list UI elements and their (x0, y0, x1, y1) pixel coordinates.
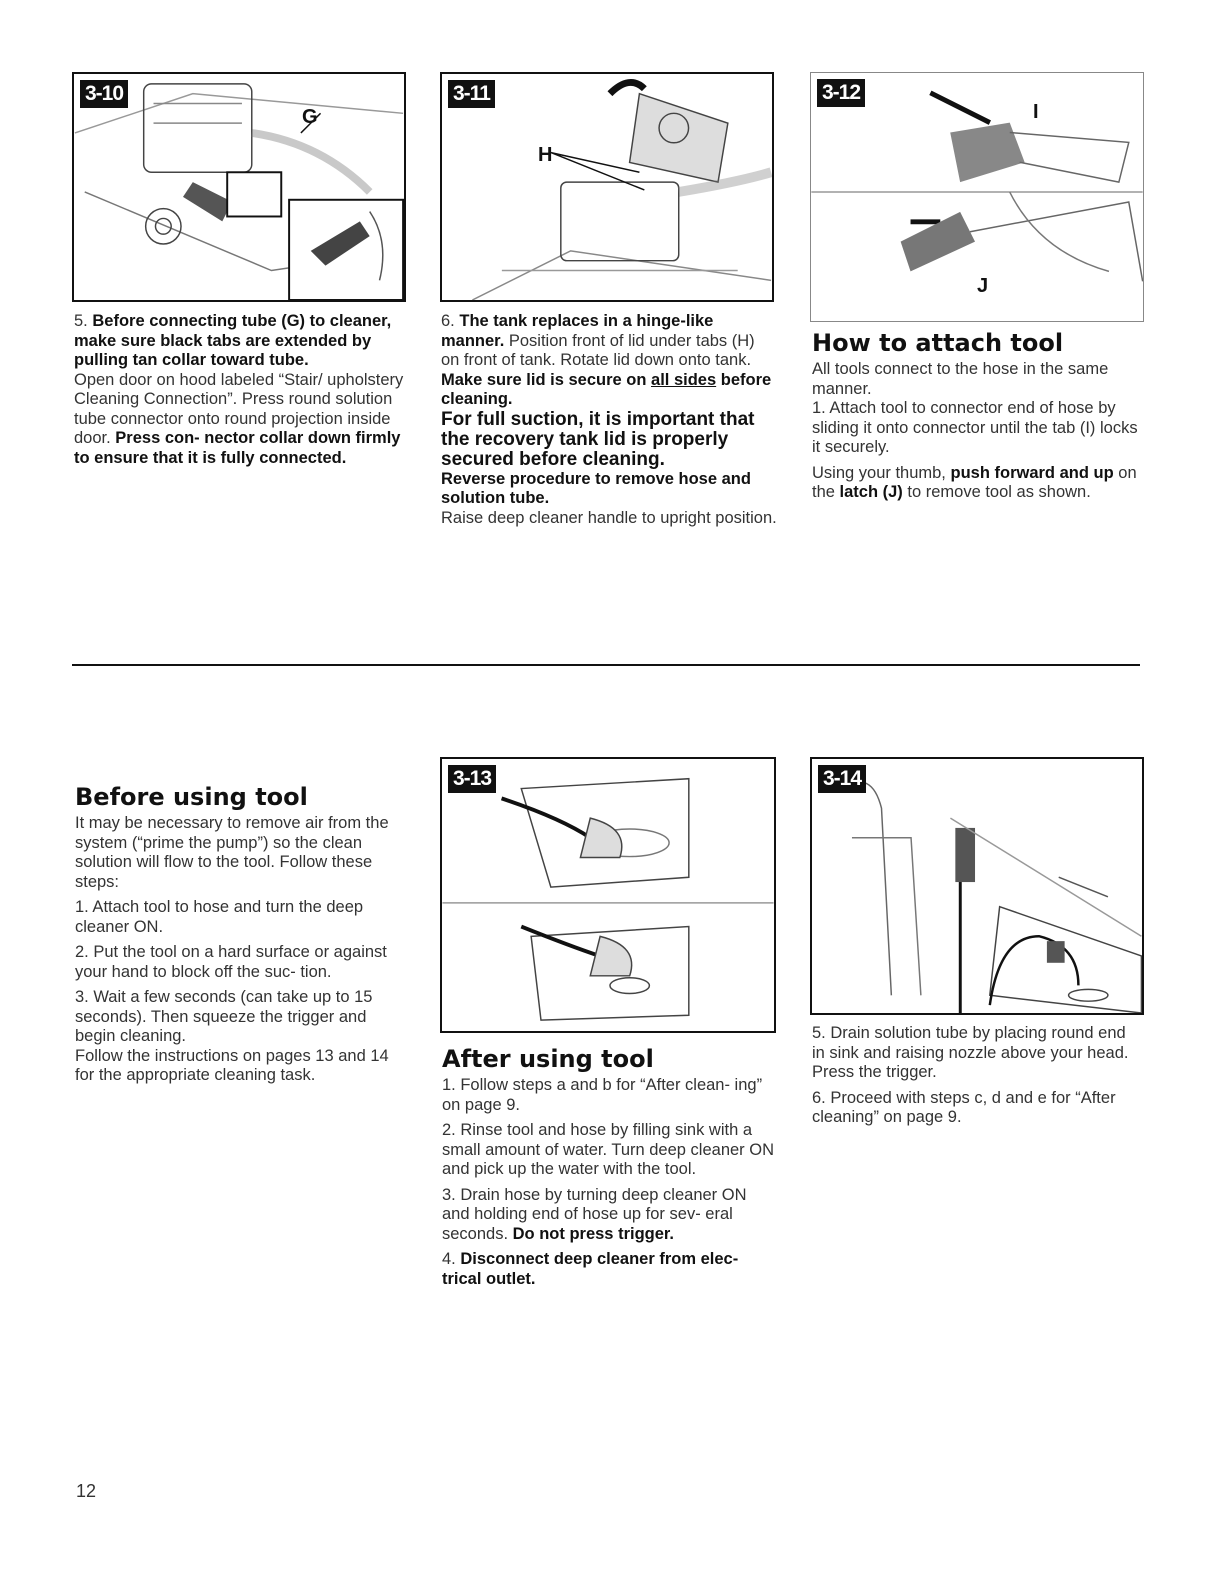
text-bold: Disconnect deep cleaner from elec- trical outlet. (442, 1250, 739, 1288)
paragraph: 1. Follow steps a and b for “After clean- ing” on page 9. (442, 1076, 763, 1114)
paragraph: 2. Rinse tool and hose by filling sink with a small amount of water. Turn deep cleaner ON and pick up the water with the tool. (442, 1121, 774, 1178)
callout-j: J (977, 275, 989, 297)
section-heading: After using tool (442, 1045, 654, 1073)
step-text: Position front of lid under tabs (H) on front of tank. Rotate lid down onto tank. (441, 331, 755, 369)
paragraph: 1. Attach tool to hose and turn the deep cleaner ON. (75, 898, 364, 936)
text-span: 3. Drain hose by turning deep cleaner ON and holding end of hose up for sev- eral seconds. (442, 1185, 747, 1243)
text-span: Using your thumb, (812, 463, 946, 482)
step-instruction-bold: Before connecting tube (G) to cleaner, make sure black tabs are extended by pulling tan collar toward tube. (74, 312, 392, 369)
paragraph: 2. Put the tool on a hard surface or against your hand to block off the suc- tion. (75, 943, 387, 981)
figure-3-12 (810, 72, 1144, 322)
step-number: 5. (74, 312, 88, 330)
column-tank-lid (441, 312, 777, 528)
figure-3-11 (440, 72, 774, 302)
figure-tag: 3-10 (80, 80, 128, 108)
callout-g: G (302, 106, 318, 128)
column-after-using-tool (442, 1046, 778, 1295)
figure-3-14-illustration (812, 759, 1142, 1013)
step-number: 4. (442, 1250, 456, 1268)
text-bold: push forward and up (950, 463, 1114, 482)
paragraph: 5. Drain solution tube by placing round end in sink and raising nozzle above your head. Press the trigger. (812, 1024, 1129, 1081)
step-warning: Press con- nector collar down firmly to ensure that it is fully connected. (74, 429, 401, 467)
paragraph: 3. Wait a few seconds (can take up to 15 seconds). Then squeeze the trigger and begin cleaning. (75, 988, 373, 1045)
paragraph: 1. Attach tool to connector end of hose by sliding it onto connector until the tab (I) locks it securely. (812, 399, 1138, 456)
secure-underlined: all sides (651, 370, 717, 389)
secure-text-end: before cleaning. (441, 370, 772, 408)
figure-tag: 3-12 (817, 79, 865, 107)
figure-3-13-illustration (442, 759, 774, 1031)
text-bold: latch (J) (839, 483, 903, 501)
raise-handle: Raise deep cleaner handle to upright position. (441, 508, 777, 527)
figure-3-14 (810, 757, 1144, 1015)
figure-3-13 (440, 757, 776, 1033)
text-span: on the (812, 463, 1137, 501)
figure-tag: 3-11 (448, 80, 495, 108)
callout-i: I (1033, 101, 1039, 123)
step-number: 6. (441, 312, 455, 330)
callout-h: H (538, 144, 553, 166)
column-before-using-tool (75, 784, 405, 1092)
section-divider (72, 664, 1140, 666)
paragraph: Follow the instructions on pages 13 and 14 for the appropriate cleaning task. (75, 1046, 389, 1084)
step-text: Open door on hood labeled “Stair/ upholstery Cleaning Connection”. Press round solution tube connector onto round projection inside door. (74, 370, 404, 447)
page-number: 12 (76, 1481, 97, 1501)
reverse-procedure: Reverse procedure to remove hose and solution tube. (441, 469, 751, 507)
column-connect-tube (74, 312, 404, 474)
section-heading: How to attach tool (812, 329, 1064, 357)
step-instruction-bold: The tank replaces in a hinge-like manner. (441, 312, 714, 350)
column-attach-tool (812, 330, 1142, 509)
figure-tag: 3-14 (818, 765, 866, 793)
text-span: to remove tool as shown. (907, 483, 1091, 501)
secure-text: Make sure lid is secure on (441, 370, 647, 389)
figure-tag: 3-13 (448, 765, 496, 793)
column-drain-solution (812, 1024, 1142, 1134)
paragraph: All tools connect to the hose in the same manner. (812, 360, 1109, 398)
section-heading: Before using tool (75, 783, 308, 811)
figure-3-10 (72, 72, 406, 302)
paragraph: It may be necessary to remove air from the system (“prime the pump”) so the clean solution will flow to the tool. Follow these steps: (75, 814, 389, 891)
paragraph: 6. Proceed with steps c, d and e for “After cleaning” on page 9. (812, 1088, 1116, 1126)
suction-warning: For full suction, it is important that the recovery tank lid is properly secured before cleaning. (441, 408, 755, 470)
text-bold: Do not press trigger. (512, 1224, 674, 1243)
